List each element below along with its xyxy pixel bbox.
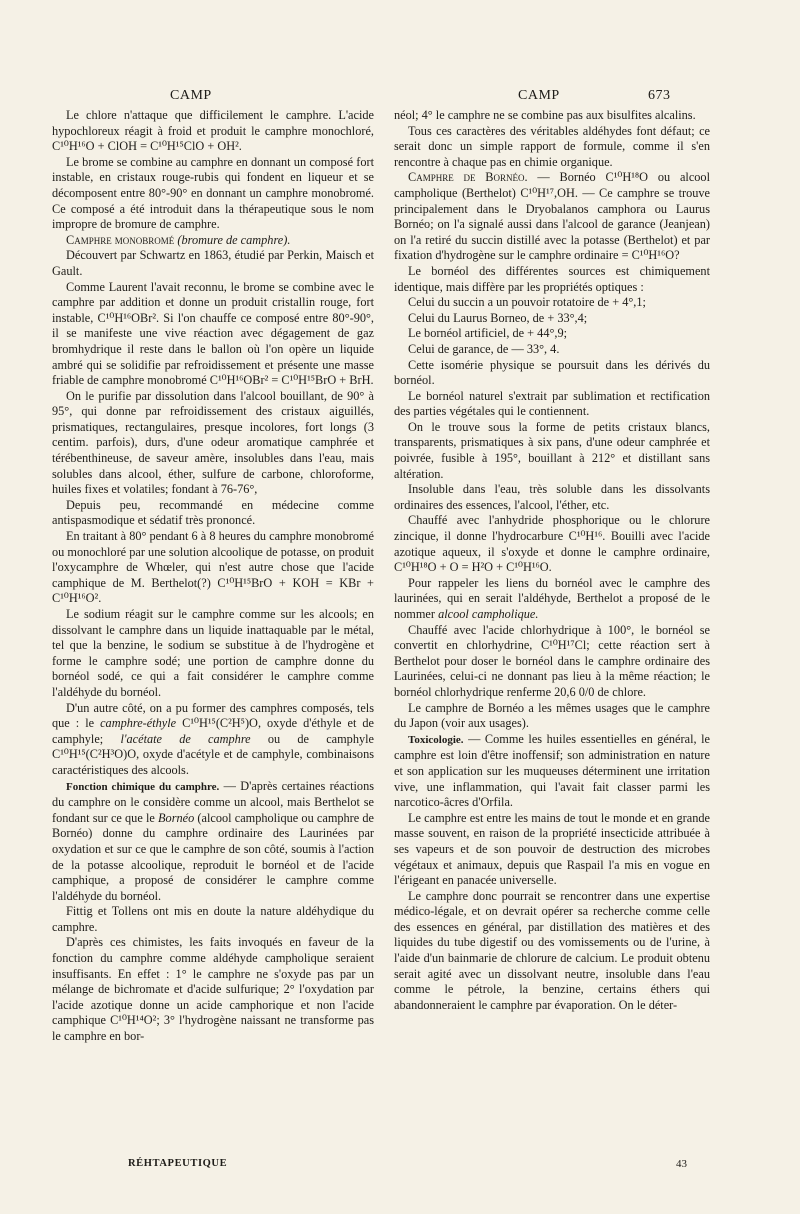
paragraph: D'après ces chimistes, les faits invoqués en faveur de la fonction du camphre comme aldéhyde campholique seraient insuffisants. En effet : 1° le camphre ne s'oxyde pas par un mélange de bichromate et d'acide sulfurique; 2° l'oxydation par l'acide azotique donne un acide camphorique et non l'acide camphique C¹⁰H¹⁴O²; 3° l'hydrogène naissant ne transforme pas le camphre en bor-: [52, 935, 374, 1044]
paragraph: On le purifie par dissolution dans l'alcool bouillant, de 90° à 95°, qui donne par refroidissement des cristaux aiguillés, prismatiques, rectangulaires, presque incolores, fort longs (3 centim. parfois), durs, d'une odeur aromatique camphrée et térébenthineuse, de saveur amère, insolubles dans l'eau, mais solubles dans alcool, éther, sulfure de carbone, chloroforme, huiles fixes et volatiles; fondant à 76-76°,: [52, 388, 374, 497]
text-run: C¹⁰H¹⁵(C²H⁵)O, oxyde d'éthyle et de camphyle;: [52, 716, 374, 746]
paragraph: Le brome se combine au camphre en donnant un composé fort instable, en cristaux rouge-rubis qui fondent en liqueur et se décomposent entre 80°-90° en donnant un camphre monobromé. Ce composé a été introduit dans la thérapeutique sous le nom impropre de bromure de camphre.: [52, 154, 374, 232]
list-item: Celui du succin a un pouvoir rotatoire de + 4°,1;: [408, 295, 646, 310]
paragraph: On le trouve sous la forme de petits cristaux blancs, transparents, prismatiques à six pans, d'une odeur camphrée et poivrée, fusible à 195°, bouillant à 212° et distillant sans altération.: [394, 419, 710, 481]
text-run: Pour rappeler les liens du bornéol avec le camphre des laurinées, qui en serait l'aldéhyde, Berthelot a proposé de le nommer: [394, 575, 710, 621]
paragraph: [52, 779, 374, 905]
paragraph: néol; 4° le camphre ne se combine pas aux bisulfites alcalins.: [394, 108, 696, 122]
paragraph: Chauffé avec l'anhydride phosphorique ou le chlorure zincique, il donne l'hydrocarbure C¹⁰H¹⁶. Bouilli avec l'acide azotique aqueux, il s'oxyde et donne le camphre ordinaire, C¹⁰H¹⁸O + O = H²O + C¹⁰H¹⁶O.: [394, 513, 710, 575]
list-item: Celui du Laurus Borneo, de + 33°,4;: [408, 310, 588, 325]
italic-term: Bornéo: [158, 810, 195, 825]
text-run: (alcool campholique ou camphre de Bornéo) donne du camphre ordinaire des Laurinées par oxydation et sur ce que le camphre de son côté, soumis à l'action de la potasse alcoolique, reproduit le bornéol et de l'acide camphique, a proposé de considérer le camphre comme l'aldéhyde du bornéol.: [52, 810, 375, 903]
paragraph: [52, 701, 374, 779]
paragraph: En traitant à 80° pendant 6 à 8 heures du camphre monobromé ou monochloré par une solution alcoolique de potasse, on produit l'oxycamphre de Whœler, qui n'est autre chose que l'acide camphique de M. Berthelot(?) C¹⁰H¹⁵BrO + KOH = KBr + C¹⁰H¹⁶O².: [52, 529, 374, 606]
paragraph: Chauffé avec l'acide chlorhydrique à 100°, le bornéol se convertit en chlorhydrine, C¹⁰H¹⁷Cl; cette réaction sert à Berthelot pour doser le bornéol dans le camphre ordinaire des Laurinées, celui-ci ne donnant pas lieu à la même réaction; le bornéol chlorhydrique renferme 20,6 0/0 de chlore.: [394, 622, 710, 699]
paragraph: Cette isomérie physique se poursuit dans les dérivés du bornéol.: [394, 357, 710, 388]
paragraph: Comme Laurent l'avait reconnu, le brome se combine avec le camphre par addition et donne un produit cristallin rouge, fort instable, C¹⁰H¹⁶OBr². Si l'on chauffe ce composé entre 80°-90°, il se manifeste une vive réaction avec dégagement de gaz bromhydrique il reste dans le ballon où l'on opère un liquide ambré qui se solidifie par refroidissement et présente une masse friable de camphre monobromé C¹⁰H¹⁶OBr² = C¹⁰H¹⁵BrO + BrH.: [52, 279, 374, 388]
paragraph: Fittig et Tollens ont mis en doute la nature aldéhydique du camphre.: [52, 904, 374, 934]
paragraph: Le sodium réagit sur le camphre comme sur les alcools; en dissolvant le camphre dans un liquide inattaquable par le métal, tel que la benzine, le sodium se substitue à de l'hydrogène et forme le camphre sodé; une portion de camphre donne du bornéol sodé, ce qui a fait considérer le camphre comme l'aldéhyde du bornéol.: [52, 607, 374, 699]
paragraph: Le bornéol naturel s'extrait par sublimation et rectification des parties végétales qui le contiennent.: [394, 388, 710, 419]
section-heading: [52, 233, 374, 249]
subsection-title: Toxicologie.: [408, 733, 464, 746]
paragraph: Le bornéol des différentes sources est chimiquement identique, mais diffère par les propriétés optiques :: [394, 263, 710, 294]
paragraph: Le camphre de Bornéo a les mêmes usages que le camphre du Japon (voir aux usages).: [394, 700, 710, 731]
paragraph: Découvert par Schwartz en 1863, étudié par Perkin, Maisch et Gault.: [52, 248, 374, 278]
section-title: Camphre de Bornéo.: [408, 170, 528, 185]
text-run: — Comme les huiles essentielles en général, le camphre est loin d'être inoffensif; son administration en nature et son application sur les muqueuses déterminent une irritation vive, une inflammation, qui l'avait fait classer parmi les narcotico-âcres d'Orfila.: [394, 731, 710, 810]
list-item: Celui de garance, de — 33°, 4.: [408, 341, 560, 356]
paragraph: Tous ces caractères des véritables aldéhydes font défaut; ce serait donc un simple rapport de formule, comme il s'en rencontre à chaque pas en chimie organique.: [394, 123, 710, 169]
paragraph: [394, 732, 710, 811]
running-head-left: CAMP: [170, 88, 212, 103]
left-column: [52, 108, 374, 1045]
text-run: D'un autre côté, on a pu former des camphres composés, tels que : le: [52, 700, 374, 731]
paragraph: [394, 576, 710, 623]
paragraph: Depuis peu, recommandé en médecine comme antispasmodique et sédatif très prononcé.: [52, 497, 374, 528]
italic-term: l'acétate de camphre: [120, 731, 251, 746]
italic-term: alcool campholique.: [438, 607, 539, 621]
paragraph: Le camphre donc pourrait se rencontrer dans une expertise médico-légale, et on devrait opérer sa recherche comme celle des essences en général, par distillation des matières et des liquides du tube digestif ou des vomissements ou de l'urine, à l'aide d'un bainmarie de chlorure de calcium. Le produit obtenu serait agité avec un dissolvant neutre, insoluble dans l'eau comme le pétrole, la benzine, certains éthers qui abandonneraient le camphre par évaporation. On le déter-: [394, 888, 710, 1012]
section-subtitle: (bromure de camphre).: [177, 232, 291, 247]
text-run: — D'après certaines réactions du camphre on le considère comme un alcool, mais Berthelot se fondant sur ce que le: [52, 778, 374, 825]
running-head-right: CAMP: [518, 88, 560, 103]
paragraph: [394, 170, 710, 264]
text-run: ou de camphyle C¹⁰H¹⁵(C²H³O)O, oxyde d'acétyle et de camphyle, combinaisons caractéristiques des alcools.: [52, 731, 375, 777]
italic-term: camphre-éthyle: [100, 716, 177, 731]
subsection-title: Fonction chimique du camphre.: [66, 780, 220, 793]
paragraph: Le chlore n'attaque que difficilement le camphre. L'acide hypochloreux réagit à froid et produit le camphre monochloré, C¹⁰H¹⁶O + ClOH = C¹⁰H¹⁵ClO + OH².: [52, 108, 374, 154]
section-title: Camphre monobromé: [66, 232, 175, 247]
signature-number: 43: [676, 1158, 687, 1170]
text-run: — Bornéo C¹⁰H¹⁸O ou alcool campholique (Berthelot) C¹⁰H¹⁷,OH. — Ce camphre se trouve principalement dans le Dryobalanos camphora ou Laurus Bornéo; on l'a signalé aussi dans l'alcool de garance (Jeanjean) on l'a retiré du succin distillé avec la potasse (Berthelot) et par fixation d'hydrogène sur le camphre ordinaire = C¹⁰H¹⁶O?: [394, 170, 710, 263]
page-number: 673: [648, 88, 671, 103]
footer-signature: RÉHTAPEUTIQUE: [128, 1158, 228, 1169]
right-column: [394, 108, 710, 1013]
paragraph: Le camphre est entre les mains de tout le monde et en grande masse souvent, en raison de la propriété insecticide attribuée à ses vapeurs et de son pouvoir de destruction des microbes végétaux et animaux, depuis que Raspail l'a mis en vogue en l'érigeant en panacée universelle.: [394, 810, 710, 888]
paragraph: Insoluble dans l'eau, très soluble dans les dissolvants ordinaires des essences, l'alcool, l'éther, etc.: [394, 482, 710, 512]
list-item: Le bornéol artificiel, de + 44°,9;: [408, 326, 568, 341]
